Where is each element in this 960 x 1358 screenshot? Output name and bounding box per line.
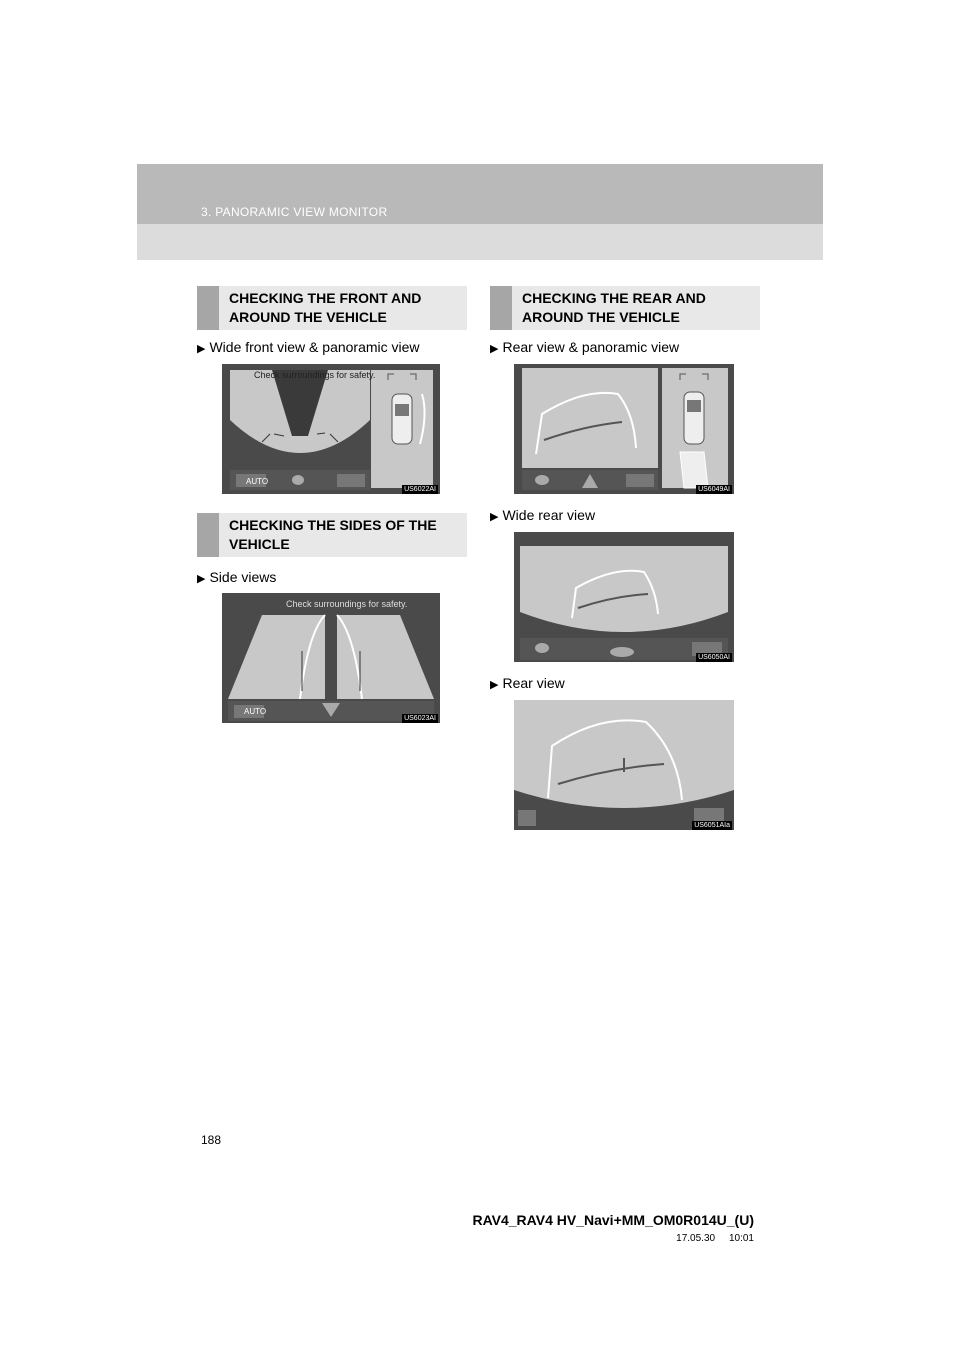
timestamp: 17.05.30 10:01 — [676, 1233, 754, 1244]
caption-wide-front: ▶ Wide front view & panoramic view — [197, 339, 420, 355]
screen-rear-view — [514, 700, 734, 830]
rear-view-illustration — [514, 700, 734, 830]
screen-side-views — [222, 593, 440, 723]
image-code: US6051AIa — [694, 822, 730, 829]
section-title: 3. PANORAMIC VIEW MONITOR — [201, 205, 388, 219]
document-id: RAV4_RAV4 HV_Navi+MM_OM0R014U_(U) — [472, 1212, 754, 1228]
screen-wide-rear — [514, 532, 734, 662]
image-code: US6049AI — [698, 486, 730, 493]
triangle-right-icon: ▶ — [490, 679, 499, 691]
front-view-illustration — [222, 364, 440, 494]
caption-wide-rear: ▶ Wide rear view — [490, 507, 596, 523]
wide-rear-illustration — [514, 532, 734, 662]
page-number: 188 — [201, 1133, 222, 1147]
heading-tab — [197, 513, 219, 557]
triangle-right-icon: ▶ — [197, 573, 206, 585]
screen-message: Check surroundings for safety. — [254, 370, 376, 380]
triangle-right-icon: ▶ — [490, 511, 499, 523]
caption-side-views: ▶ Side views — [197, 569, 277, 585]
heading-rear — [490, 286, 760, 330]
heading-tab — [197, 286, 219, 330]
auto-button: AUTO — [244, 707, 267, 716]
side-view-illustration — [222, 593, 440, 723]
screen-rear-panoramic — [514, 364, 734, 494]
image-code: US6050AI — [698, 654, 730, 661]
heading-front — [197, 286, 467, 330]
image-code: US6022AI — [404, 486, 436, 493]
heading-sides — [197, 513, 467, 557]
triangle-right-icon: ▶ — [197, 343, 206, 355]
caption-rear-panoramic: ▶ Rear view & panoramic view — [490, 339, 680, 355]
heading-front-text: CHECKING THE FRONT AND AROUND THE VEHICLE — [229, 290, 422, 325]
heading-tab — [490, 286, 512, 330]
rear-panoramic-illustration — [514, 364, 734, 494]
caption-rear-view: ▶ Rear view — [490, 675, 565, 691]
heading-rear-text: CHECKING THE REAR AND AROUND THE VEHICLE — [522, 290, 706, 325]
heading-sides-text: CHECKING THE SIDES OF THE VEHICLE — [229, 517, 437, 552]
triangle-right-icon: ▶ — [490, 343, 499, 355]
screen-message: Check surroundings for safety. — [286, 599, 408, 609]
screen-wide-front-panoramic — [222, 364, 440, 494]
auto-button: AUTO — [246, 477, 269, 486]
image-code: US6023AI — [404, 715, 436, 722]
